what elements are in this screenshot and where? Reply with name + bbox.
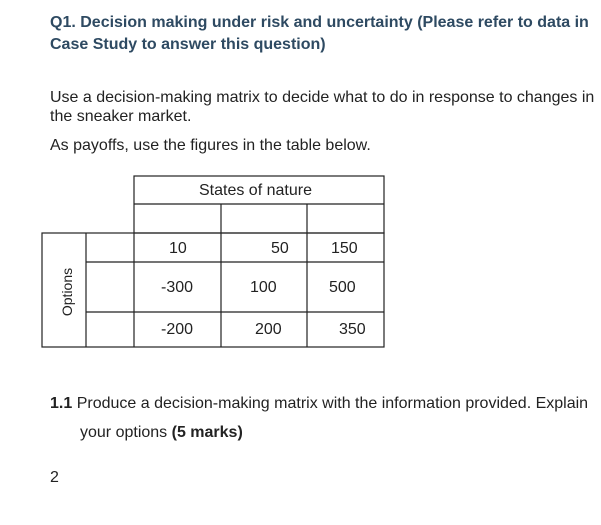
table-cell-r3c1: -200 [161, 321, 194, 338]
table-cell-r3c2: 200 [255, 321, 282, 338]
states-of-nature-header: States of nature [199, 182, 312, 199]
question-title-line1: Q1. Decision making under risk and uncertainty (Please refer to data in [50, 14, 589, 31]
table-cell-r2c3: 500 [329, 279, 356, 296]
subquestion-text-line1: Produce a decision-making matrix with the information provided. Explain [76, 395, 589, 412]
options-row-label: Options [59, 267, 75, 317]
table-cell-r2c1: -300 [161, 279, 194, 296]
subquestion-line2 [80, 423, 243, 442]
intro-line2: the sneaker market. [50, 108, 192, 125]
intro-line1: Use a decision-making matrix to decide what to do in response to changes in [50, 89, 595, 106]
table-cell-r1c3: 150 [331, 240, 358, 257]
table-cell-r2c2: 100 [250, 279, 277, 296]
subquestion-marks: (5 marks) [171, 424, 243, 441]
intro-payoff-note: As payoffs, use the figures in the table below. [50, 137, 371, 154]
table-cell-r1c1: 10 [169, 240, 187, 257]
table-cell-r3c3: 350 [339, 321, 366, 338]
subquestion-1-1 [50, 394, 588, 413]
subquestion-number: 1.1 [50, 395, 73, 412]
question-title-line2: Case Study to answer this question) [50, 36, 326, 53]
table-cell-r1c2: 50 [271, 240, 289, 257]
subquestion-text-line2: your options [80, 424, 168, 441]
page-number: 2 [50, 469, 59, 486]
